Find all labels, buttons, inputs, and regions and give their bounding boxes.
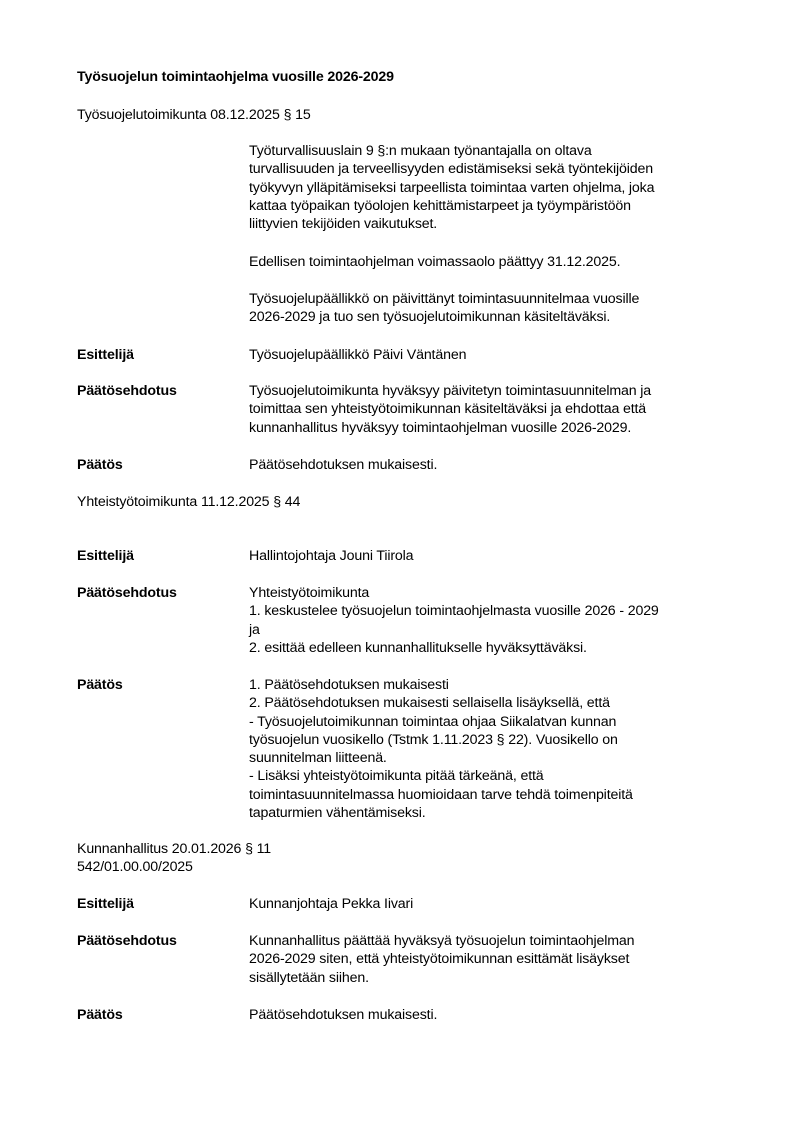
row-text-esittelija: Työsuojelupäällikkö Päivi Väntänen [249,347,467,363]
row-text-paatos: 1. Päätösehdotuksen mukaisesti 2. Päätösehdotuksen mukaisesti sellaisella lisäyksellä, että - Työsuojelutoimikunnan toimintaa ohjaa Siikalatvan kunnan työsuojelun vuosikello (Tstmk 1.11.2023 § 22). Vuosikello on suunnitelman liitteenä. - Lisäksi yhteistyötoimikunta pitää tärkeänä, että toimintasuunnitelmassa huomioidaan tarve tehdä toimenpiteitä tapaturmien vähentämiseksi. [249,677,633,822]
row-label-esittelija: Esittelijä [77,896,134,912]
row-text-paatos: Päätösehdotuksen mukaisesti. [249,457,438,473]
row-text-esittelija: Hallintojohtaja Jouni Tiirola [249,548,414,564]
row-label-paatos: Päätös [77,1007,123,1023]
row-text-paatos: Päätösehdotuksen mukaisesti. [249,1007,438,1023]
document-title: Työsuojelun toimintaohjelma vuosille 2026-2029 [77,69,394,85]
intro-paragraph-update: Työsuojelupäällikkö on päivittänyt toimintasuunnitelmaa vuosille 2026-2029 ja tuo sen työsuojelutoimikunnan käsiteltäväksi. [249,291,640,326]
row-label-paatosehdotus: Päätösehdotus [77,383,177,399]
row-text-paatosehdotus: Kunnanhallitus päättää hyväksyä työsuojelun toimintaohjelman 2026-2029 siten, että yhteistyötoimikunnan esittämät lisäykset sisällytetään siihen. [249,933,635,986]
row-label-esittelija: Esittelijä [77,548,134,564]
diary-number: 542/01.00.00/2025 [77,859,193,875]
row-label-esittelija: Esittelijä [77,347,134,363]
section-header-kunnanhallitus: Kunnanhallitus 20.01.2026 § 11 [77,841,272,857]
row-label-paatos: Päätös [77,677,123,693]
row-text-paatosehdotus: Yhteistyötoimikunta 1. keskustelee työsuojelun toimintaohjelmasta vuosille 2026 - 2029 ja 2. esittää edelleen kunnanhallitukselle hyväksyttäväksi. [249,585,659,656]
intro-paragraph-validity: Edellisen toimintaohjelman voimassaolo päättyy 31.12.2025. [249,254,621,270]
row-label-paatosehdotus: Päätösehdotus [77,933,177,949]
row-label-paatos: Päätös [77,457,123,473]
section-header-yhteistyotoimikunta: Yhteistyötoimikunta 11.12.2025 § 44 [77,494,301,510]
section-header-tyosuojelutoimikunta: Työsuojelutoimikunta 08.12.2025 § 15 [77,107,311,123]
row-text-esittelija: Kunnanjohtaja Pekka Iivari [249,896,414,912]
row-text-paatosehdotus: Työsuojelutoimikunta hyväksyy päivitetyn toimintasuunnitelman ja toimittaa sen yhteistyötoimikunnan käsiteltäväksi ja ehdottaa että kunnanhallitus hyväksyy toimintaohjelman vuosille 2026-2029. [249,383,652,436]
row-label-paatosehdotus: Päätösehdotus [77,585,177,601]
intro-paragraph-law: Työturvallisuuslain 9 §:n mukaan työnantajalla on oltava turvallisuuden ja terveellisyyden edistämiseksi sekä työntekijöiden työkyvyn ylläpitämiseksi tarpeellista toimintaa varten ohjelma, joka kattaa työpaikan työolojen kehittämistarpeet ja työympäristöön liittyvien tekijöiden vaikutukset. [249,143,655,233]
